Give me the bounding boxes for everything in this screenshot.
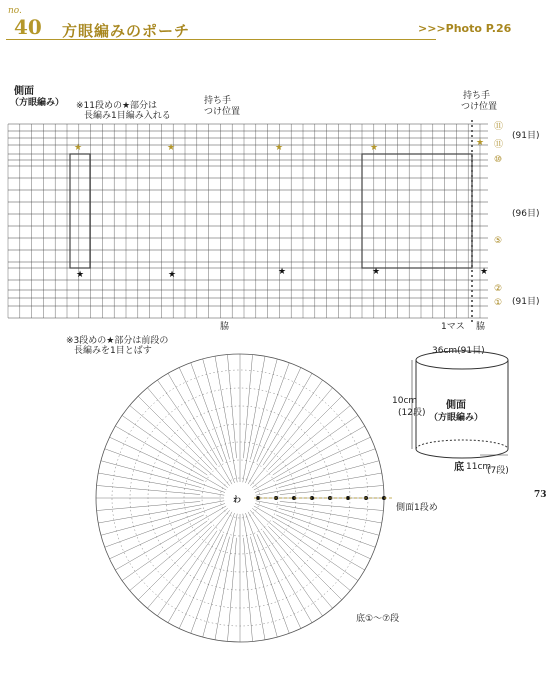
pattern-number: 40 (14, 15, 42, 39)
schematic-height: 10cm (392, 396, 418, 406)
svg-text:★: ★ (168, 270, 177, 280)
row-label-11b: ⑪ (494, 140, 504, 150)
row-label-5: ⑤ (494, 236, 503, 246)
dimension-top: (91目) (512, 131, 540, 141)
row-label-1: ① (494, 298, 503, 308)
base-note-line2: 長編みを1目とばす (74, 346, 152, 356)
base-round-chart (96, 354, 394, 642)
handle-position-label-2: 持ち手 (463, 91, 491, 101)
page-title: 方眼編みのポーチ (62, 22, 191, 40)
one-square-label: 1マス (441, 322, 465, 332)
svg-text:★: ★ (74, 143, 83, 153)
center-ring-mark: わ (233, 495, 241, 504)
dimension-bottom: (91目) (512, 297, 540, 307)
svg-text:★: ★ (372, 267, 381, 277)
schematic-body-subtitle: （方眼編み） (429, 413, 484, 423)
row-label-10: ⑩ (494, 155, 503, 165)
svg-text:★: ★ (476, 138, 485, 148)
row-label-2: ② (494, 284, 503, 294)
side-chart-subtitle: （方眼編み） (10, 98, 65, 108)
svg-text:★: ★ (278, 267, 287, 277)
handle-position-label-2b: つけ位置 (461, 102, 498, 112)
svg-text:★: ★ (76, 270, 85, 280)
page-number: 73 (534, 490, 547, 500)
schematic-body-title: 側面 (446, 400, 466, 411)
issue-label: no. (8, 6, 22, 16)
side-seam-mark-1: 脇 (220, 322, 230, 332)
row-label-11a: ⑪ (494, 122, 504, 132)
side-chart-note-line1: ※11段めの★部分は (76, 101, 158, 111)
svg-text:★: ★ (167, 143, 176, 153)
photo-reference: >>>Photo P.26 (418, 22, 512, 35)
schematic-base-size: 11cm (466, 462, 492, 472)
handle-position-label-1b: つけ位置 (204, 107, 241, 117)
schematic-height-rows: (12段) (398, 408, 426, 418)
dimension-middle: (96目) (512, 209, 540, 219)
schematic-base-rows: (7段) (487, 466, 509, 476)
base-rows-label: 底①〜⑦段 (356, 614, 400, 624)
side-chart-marks (74, 138, 488, 280)
svg-text:★: ★ (275, 143, 284, 153)
side-chart-title: 側面 (14, 86, 34, 97)
base-note-line1: ※3段めの★部分は前段の (66, 336, 169, 346)
side-row1-label: 側面1段め (396, 503, 438, 513)
schematic-circumference: 36cm(91目) (432, 346, 485, 356)
schematic-base-label: 底 (454, 462, 464, 473)
svg-text:★: ★ (480, 267, 489, 277)
side-chart-note-line2: 長編み1目編み入れる (84, 111, 171, 121)
svg-text:★: ★ (370, 143, 379, 153)
handle-position-label-1: 持ち手 (204, 96, 232, 106)
side-seam-mark-2: 脇 (476, 322, 486, 332)
